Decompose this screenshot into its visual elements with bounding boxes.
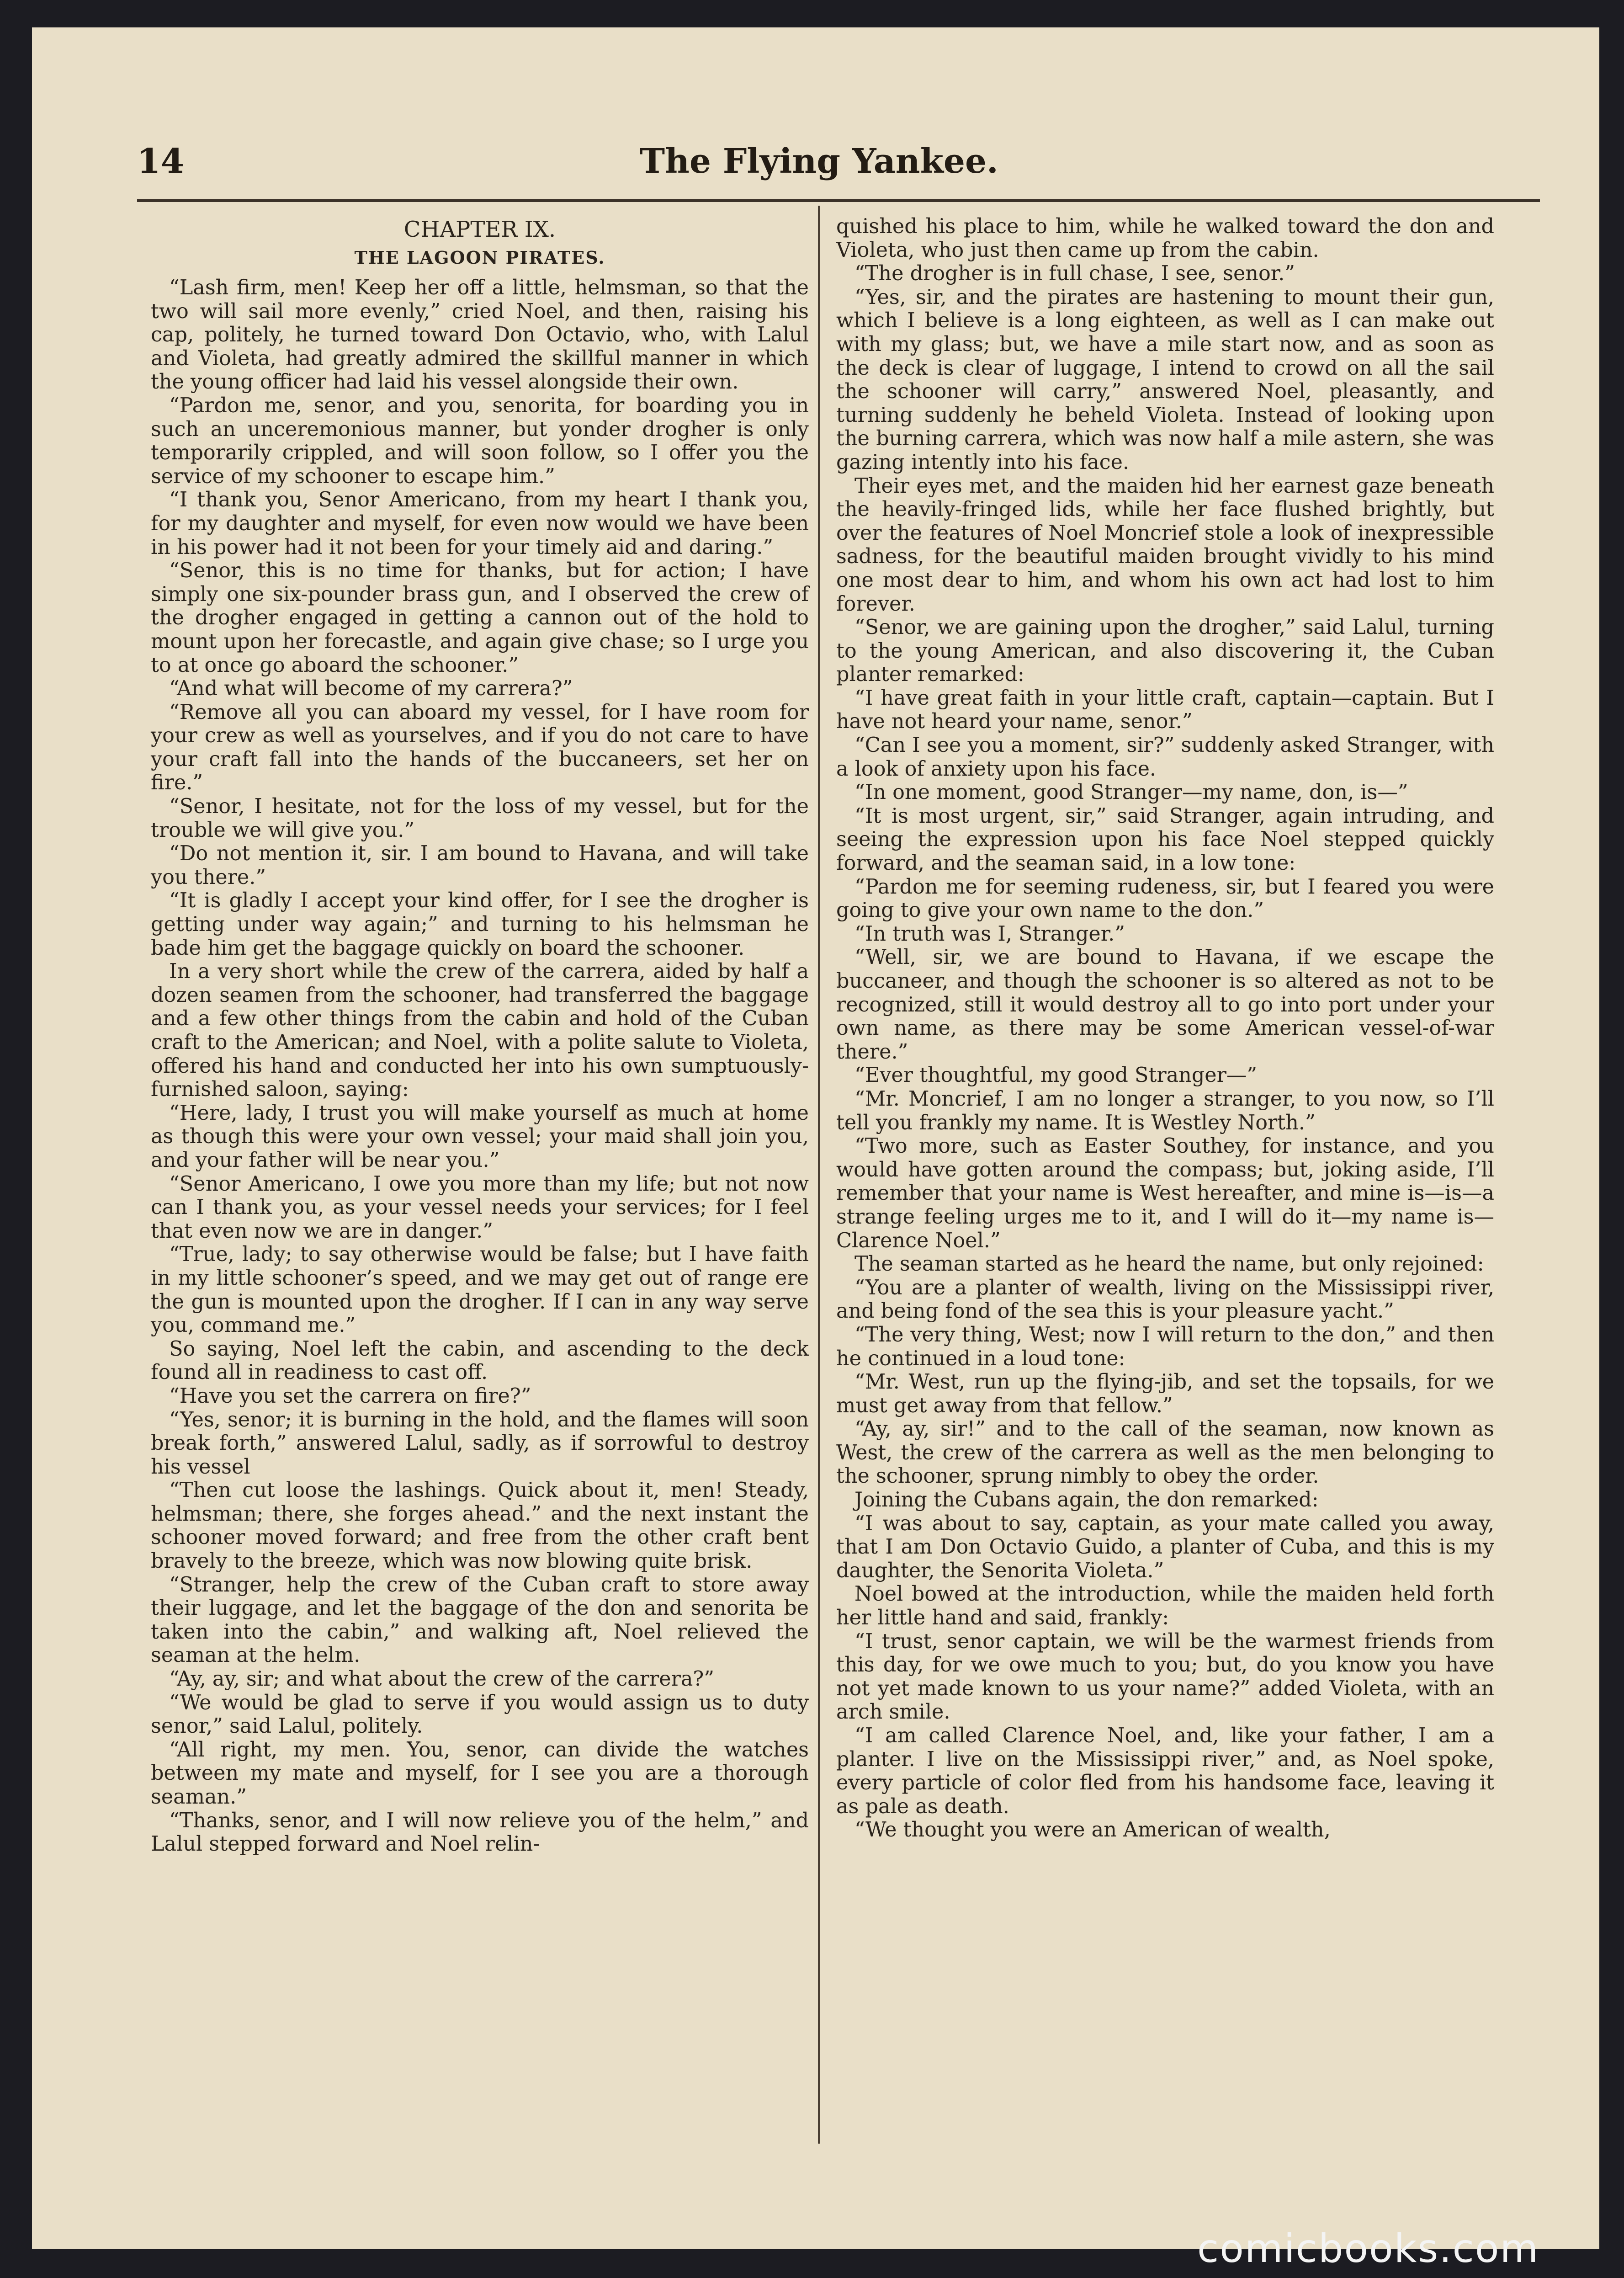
paragraph: “Lash firm, men! Keep her off a little, helmsman, so that the two will sail more evenly,” cried Noel, and then, raising his cap, politely, he turned toward Don Octavio, who, with Lalul and Violeta, had greatly admired the skillful manner in which the young officer had laid his vessel alongside their own.	[151, 276, 809, 394]
paragraph: Noel bowed at the introduction, while the maiden held forth her little hand and said, frankly:	[836, 1582, 1494, 1630]
paragraph: “Thanks, senor, and I will now relieve you of the helm,” and Lalul stepped forward and Noel relin-	[151, 1809, 809, 1856]
paragraph: “Ever thoughtful, my good Stranger—”	[854, 1064, 1258, 1087]
paragraph: “Ay, ay, sir; and what about the crew of the carrera?”	[169, 1667, 714, 1691]
paragraph: quished his place to him, while he walked toward the don and Violeta, who just then came up from the cabin.	[836, 215, 1494, 262]
paragraph: “I have great faith in your little craft, captain—captain. But I have not heard your name, senor.”	[836, 686, 1494, 734]
paragraph: “Senor Americano, I owe you more than my life; but not now can I thank you, as your vessel needs your services; for I feel that even now we are in danger.”	[151, 1172, 809, 1243]
paragraph: Joining the Cubans again, the don remarked:	[854, 1488, 1319, 1512]
paragraph: “Senor, I hesitate, not for the loss of my vessel, but for the trouble we will give you.”	[151, 795, 809, 842]
paragraph: “The very thing, West; now I will return to the don,” and then he continued in a loud tone:	[836, 1323, 1494, 1370]
paragraph: “In one moment, good Stranger—my name, don, is—”	[854, 781, 1408, 804]
paragraph: So saying, Noel left the cabin, and ascending to the deck found all in readiness to cast off.	[151, 1337, 809, 1384]
column-divider	[818, 206, 820, 2144]
paragraph: “I thank you, Senor Americano, from my heart I thank you, for my daughter and myself, for even now would we have been in his power had it not been for your timely aid and daring.”	[151, 488, 809, 559]
paragraph: “Pardon me, senor, and you, senorita, for boarding you in such an unceremonious manner, but yonder drogher is only temporarily crippled, and will soon follow, so I offer you the service of my schooner to escape him.”	[151, 394, 809, 488]
paragraph: “Senor, we are gaining upon the drogher,” said Lalul, turning to the young American, and also discovering it, the Cuban planter remarked:	[836, 616, 1494, 687]
paragraph: “Do not mention it, sir. I am bound to Havana, and will take you there.”	[151, 842, 809, 889]
paragraph: “In truth was I, Stranger.”	[854, 922, 1125, 946]
paragraph: “Yes, sir, and the pirates are hastening to mount their gun, which I believe is a long eighteen, as well as I can make out with my glass; but, we have a mile start now, and as soon as the deck is clear of luggage, I intend to crowd on all the sail the schooner will carry,” answered Noel, pleasantly, and turning suddenly he beheld Violeta. Instead of looking upon the burning carrera, which was now half a mile astern, she was gazing intently into his face.	[836, 285, 1494, 474]
paragraph: “It is gladly I accept your kind offer, for I see the drogher is getting under way again;” and turning to his helmsman he bade him get the baggage quickly on board the schooner.	[151, 889, 809, 960]
paragraph: “All right, my men. You, senor, can divide the watches between my mate and myself, for I see you are a thorough seaman.”	[151, 1738, 809, 1809]
paragraph: “Mr. Moncrief, I am no longer a stranger, to you now, so I’ll tell you frankly my name. It is Westley North.”	[836, 1087, 1494, 1134]
paragraph: “Have you set the carrera on fire?”	[169, 1384, 531, 1408]
paragraph: “Two more, such as Easter Southey, for instance, and you would have gotten around the compass; but, joking aside, I’ll remember that your name is West hereafter, and mine is—is—a strange feeling urges me to it, and I will do it—my name is—Clarence Noel.”	[836, 1134, 1494, 1252]
paragraph: “Well, sir, we are bound to Havana, if we escape the buccaneer, and though the schooner is so altered as not to be recognized, still it would destroy all to go into port under your own name, as there may be some American vessel-of-war there.”	[836, 946, 1494, 1064]
paragraph: In a very short while the crew of the carrera, aided by half a dozen seamen from the schooner, had transferred the baggage and a few other things from the cabin and hold of the Cuban craft to the American; and Noel, with a polite salute to Violeta, offered his hand and conducted her into his own sumptuously-furnished saloon, saying:	[151, 960, 809, 1102]
paragraph: “Remove all you can aboard my vessel, for I have room for your crew as well as yourselves, and if you do not care to have your craft fall into the hands of the buccaneers, set her on fire.”	[151, 700, 809, 795]
paragraph: Their eyes met, and the maiden hid her earnest gaze beneath the heavily-fringed lids, while her face flushed brightly, but over the features of Noel Moncrief stole a look of inexpressible sadness, for the beautiful maiden brought vividly to his mind one most dear to him, and whom his own act had lost to him forever.	[836, 474, 1494, 616]
chapter-title: CHAPTER IX.	[403, 217, 556, 242]
paragraph: “Senor, this is no time for thanks, but for action; I have simply one six-pounder brass gun, and I observed the crew of the drogher engaged in getting a cannon out of the hold to mount upon her forecastle, and again give chase; so I urge you to at once go aboard the schooner.”	[151, 559, 809, 677]
paragraph: “Stranger, help the crew of the Cuban craft to store away their luggage, and let the baggage of the don and senorita be taken into the cabin,” and walking aft, Noel relieved the seaman at the helm.	[151, 1573, 809, 1667]
page-number: 14	[137, 142, 184, 181]
header-rule	[137, 199, 1540, 202]
paragraph: “Mr. West, run up the flying-jib, and set the topsails, for we must get away from that fellow.”	[836, 1370, 1494, 1417]
paragraph: “Here, lady, I trust you will make yourself as much at home as though this were your own vessel; your maid shall join you, and your father will be near you.”	[151, 1101, 809, 1172]
paragraph: “We would be glad to serve if you would assign us to duty senor,” said Lalul, politely.	[151, 1691, 809, 1738]
paragraph: “Yes, senor; it is burning in the hold, and the flames will soon break forth,” answered Lalul, sadly, as if sorrowful to destroy his vessel	[151, 1408, 809, 1479]
paragraph: “You are a planter of wealth, living on the Mississippi river, and being fond of the sea this is your pleasure yacht.”	[836, 1276, 1494, 1323]
paragraph: “The drogher is in full chase, I see, senor.”	[854, 262, 1295, 286]
left-column	[151, 215, 809, 1856]
section-title: THE LAGOON PIRATES.	[354, 247, 605, 268]
paragraph: “It is most urgent, sir,” said Stranger, again intruding, and seeing the expression upon his face Noel stepped quickly forward, and the seaman said, in a low tone:	[836, 804, 1494, 875]
paragraph: “Pardon me for seeming rudeness, sir, but I feared you were going to give your own name to the don.”	[836, 875, 1494, 922]
watermark: comicbooks.com	[1197, 2226, 1539, 2272]
paragraph: “Then cut loose the lashings. Quick about it, men! Steady, helmsman; there, she forges ahead.” and the next instant the schooner moved forward; and free from the other craft bent bravely to the breeze, which was now blowing quite brisk.	[151, 1479, 809, 1573]
right-column	[836, 215, 1494, 1842]
paragraph: “I am called Clarence Noel, and, like your father, I am a planter. I live on the Mississippi river,” and, as Noel spoke, every particle of color fled from his handsome face, leaving it as pale as death.	[836, 1724, 1494, 1818]
paragraph: “True, lady; to say otherwise would be false; but I have faith in my little schooner’s speed, and we may get out of range ere the gun is mounted upon the drogher. If I can in any way serve you, command me.”	[151, 1243, 809, 1337]
paragraph: “And what will become of my carrera?”	[169, 677, 573, 701]
running-title: The Flying Yankee.	[640, 142, 998, 181]
paragraph: “I trust, senor captain, we will be the warmest friends from this day, for we owe much to you; but, do you know you have not yet made known to us your name?” added Violeta, with an arch smile.	[836, 1629, 1494, 1724]
paragraph: The seaman started as he heard the name, but only rejoined:	[854, 1252, 1484, 1276]
paragraph: “I was about to say, captain, as your mate called you away, that I am Don Octavio Guido, a planter of Cuba, and this is my daughter, the Senorita Violeta.”	[836, 1512, 1494, 1582]
paragraph: “Can I see you a moment, sir?” suddenly asked Stranger, with a look of anxiety upon his face.	[836, 734, 1494, 781]
page-header	[137, 137, 1540, 201]
paragraph: “We thought you were an American of wealth,	[854, 1818, 1331, 1842]
paragraph: “Ay, ay, sir!” and to the call of the seaman, now known as West, the crew of the carrera as well as the men belonging to the schooner, sprung nimbly to obey the order.	[836, 1417, 1494, 1488]
